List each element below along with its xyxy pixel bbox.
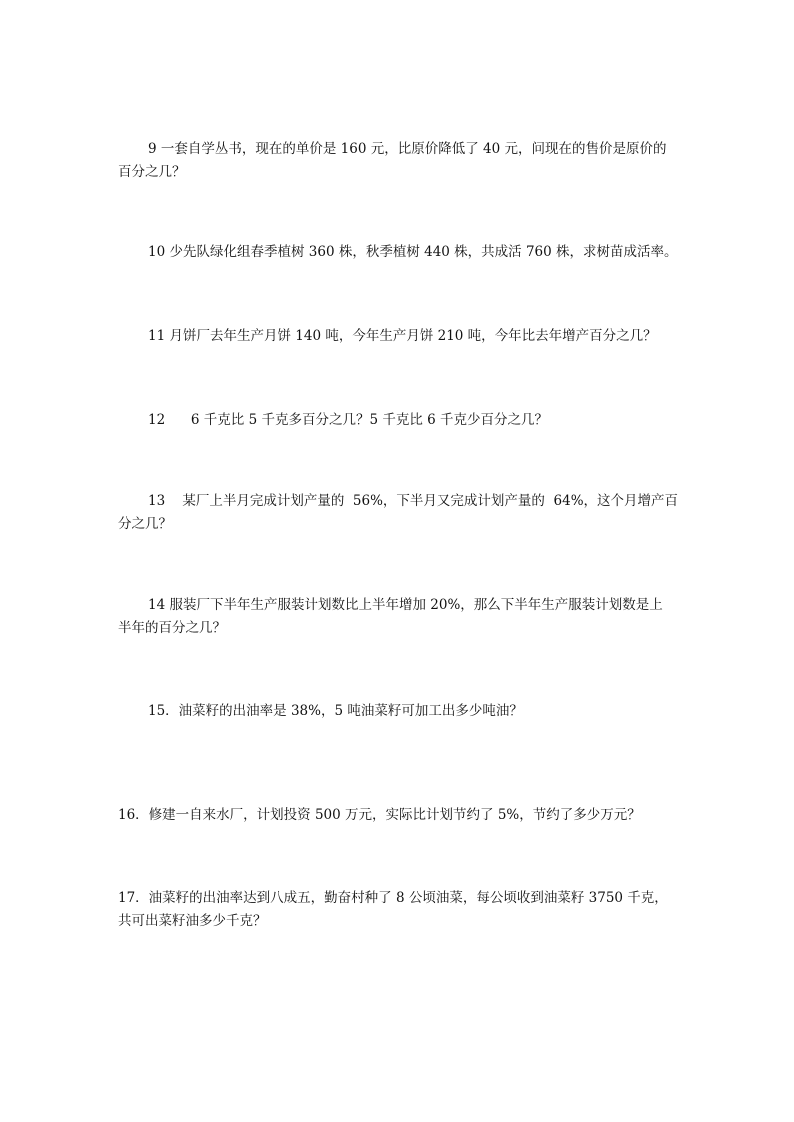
problem-10 — [118, 241, 678, 264]
problem-14 — [118, 594, 678, 640]
problem-11 — [118, 325, 678, 348]
problem-13 — [118, 490, 678, 536]
problem-9-line-2: 百分之几？ — [118, 164, 186, 180]
problem-12-line-1: 12 6 千克比 5 千克多百分之几？5 千克比 6 千克少百分之几？ — [148, 412, 549, 428]
problem-11-line-1: 11 月饼厂去年生产月饼 140 吨，今年生产月饼 210 吨，今年比去年增产百分之几？ — [148, 328, 657, 344]
problem-10-line-1: 10 少先队绿化组春季植树 360 株，秋季植树 440 株，共成活 760 株，求树苗成活率。 — [148, 244, 678, 260]
problem-17-line-2: 共可出菜籽油多少千克？ — [118, 913, 267, 929]
problem-17 — [118, 887, 678, 933]
problem-12 — [118, 409, 678, 432]
problem-9-line-1: 9 一套自学丛书，现在的单价是 160 元，比原价降低了 40 元，问现在的售价是原价的 — [148, 141, 667, 157]
problem-16-line-1: 16．修建一自来水厂，计划投资 500 万元，实际比计划节约了 5%，节约了多少万元？ — [118, 807, 641, 823]
problem-14-line-2: 半年的百分之几？ — [118, 620, 226, 636]
problem-15 — [118, 700, 678, 723]
problem-14-line-1: 14 服装厂下半年生产服装计划数比上半年增加 20%，那么下半年生产服装计划数是上 — [148, 597, 663, 613]
problem-16 — [118, 804, 678, 827]
problem-13-line-2: 分之几？ — [118, 516, 172, 532]
problem-13-line-1: 13 某厂上半月完成计划产量的 56%，下半月又完成计划产量的 64%，这个月增产百 — [148, 493, 679, 509]
problem-9 — [118, 138, 678, 184]
problem-17-line-1: 17．油菜籽的出油率达到八成五，勤奋村种了 8 公顷油菜，每公顷收到油菜籽 3750 千克， — [118, 890, 668, 906]
problem-15-line-1: 15．油菜籽的出油率是 38%，5 吨油菜籽可加工出多少吨油？ — [148, 703, 523, 719]
